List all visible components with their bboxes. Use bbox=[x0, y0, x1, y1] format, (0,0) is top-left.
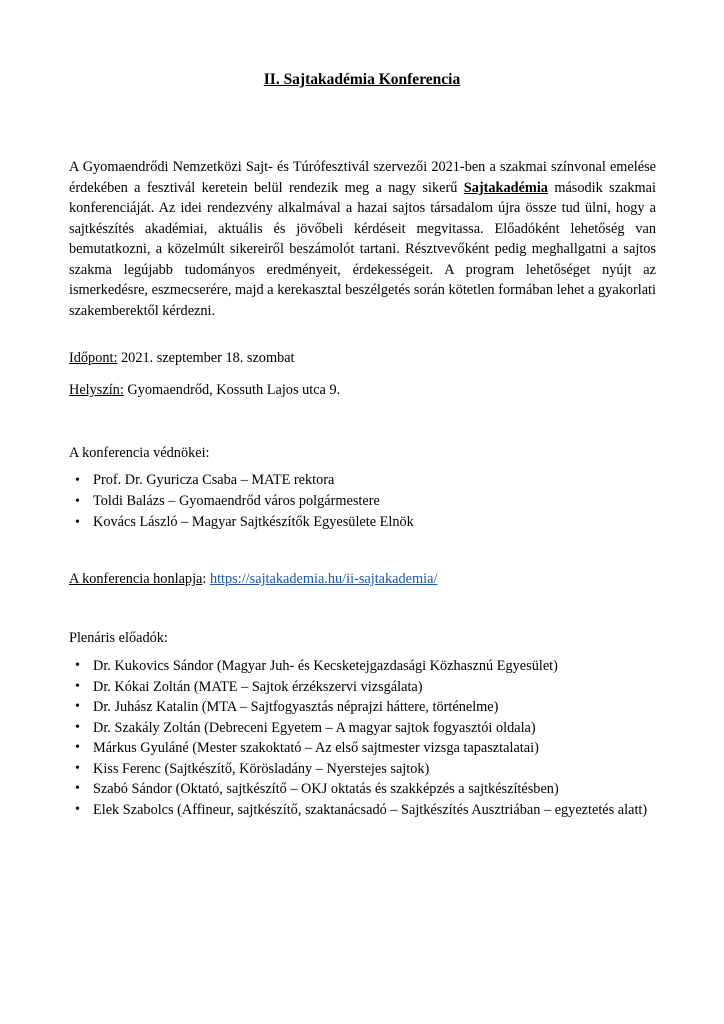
event-date-value: 2021. szeptember 18. szombat bbox=[117, 350, 295, 366]
event-date bbox=[69, 348, 295, 368]
list-item: • Elek Szabolcs (Affineur, sajtkészítő, szaktanácsadó – Sajtkészítés Ausztriában – egyeztetés alatt) bbox=[69, 800, 659, 821]
list-item: • Márkus Gyuláné (Mester szakoktató – Az első sajtmester vizsga tapasztalatai) bbox=[69, 738, 659, 759]
speakers-list bbox=[69, 656, 659, 820]
patrons-heading: A konferencia védnökei: bbox=[69, 445, 210, 461]
website-line bbox=[69, 569, 437, 589]
intro-text-start: A Gyomaendrődi Nemzetközi Sajt- és Túrófesztivál szervezői 2021-ben a szakmai színvonal emelése érdekében a fesztivál keretein belül rendezik meg a nagy sikerű bbox=[69, 159, 656, 196]
list-item: • Prof. Dr. Gyuricza Csaba – MATE rektora bbox=[69, 470, 659, 491]
intro-brand-name: Sajtakadémia bbox=[463, 179, 548, 196]
list-item: • Kovács László – Magyar Sajtkészítők Egyesülete Elnök bbox=[69, 512, 659, 533]
event-location-label: Helyszín: bbox=[69, 382, 124, 398]
list-item: • Dr. Szakály Zoltán (Debreceni Egyetem – A magyar sajtok fogyasztói oldala) bbox=[69, 718, 659, 739]
website-colon: : bbox=[202, 571, 210, 587]
event-date-label: Időpont: bbox=[69, 350, 118, 366]
intro-text-end: második szakmai konferenciáját. Az idei rendezvény alkalmával a hazai sajtos társadalom újra össze tud ülni, hogy a sajtkészítés akadémiai, aktuális és jövőbeli kérdéseit megvitassa. Előadóként lehetőség van bemutatkozni, a közelmúlt sikereiről beszámolót tartani. Résztvevőként pedig meghallgatni a sajtos szakma legújabb tudományos eredményeit, érdekességeit. A program lehetőséget nyújt az ismerkedésre, eszmecserére, majd a kerekasztal beszélgetés során kötetlen formában lehet a gyakorlati szakemberektől kérdezni. bbox=[69, 179, 656, 319]
website-label: A konferencia honlapja bbox=[69, 571, 203, 587]
patrons-list bbox=[69, 470, 659, 534]
list-item: • Kiss Ferenc (Sajtkészítő, Körösladány – Nyerstejes sajtok) bbox=[69, 759, 659, 780]
intro-paragraph bbox=[69, 157, 656, 321]
list-item: • Toldi Balázs – Gyomaendrőd város polgármestere bbox=[69, 491, 659, 512]
list-item: • Dr. Kukovics Sándor (Magyar Juh- és Kecsketejgazdasági Közhasznú Egyesület) bbox=[69, 656, 659, 677]
list-item: • Dr. Juhász Katalin (MTA – Sajtfogyasztás néprajzi háttere, történelme) bbox=[69, 697, 659, 718]
list-item: • Dr. Kókai Zoltán (MATE – Sajtok érzékszervi vizsgálata) bbox=[69, 677, 659, 698]
document-title: II. Sajtakadémia Konferencia bbox=[263, 71, 461, 88]
speakers-heading: Plenáris előadók: bbox=[69, 630, 168, 646]
website-link[interactable]: https://sajtakademia.hu/ii-sajtakademia/ bbox=[209, 571, 438, 587]
event-location bbox=[69, 380, 340, 400]
event-location-value: Gyomaendrőd, Kossuth Lajos utca 9. bbox=[123, 382, 341, 398]
list-item: • Szabó Sándor (Oktató, sajtkészítő – OKJ oktatás és szakképzés a sajtkészítésben) bbox=[69, 779, 659, 800]
